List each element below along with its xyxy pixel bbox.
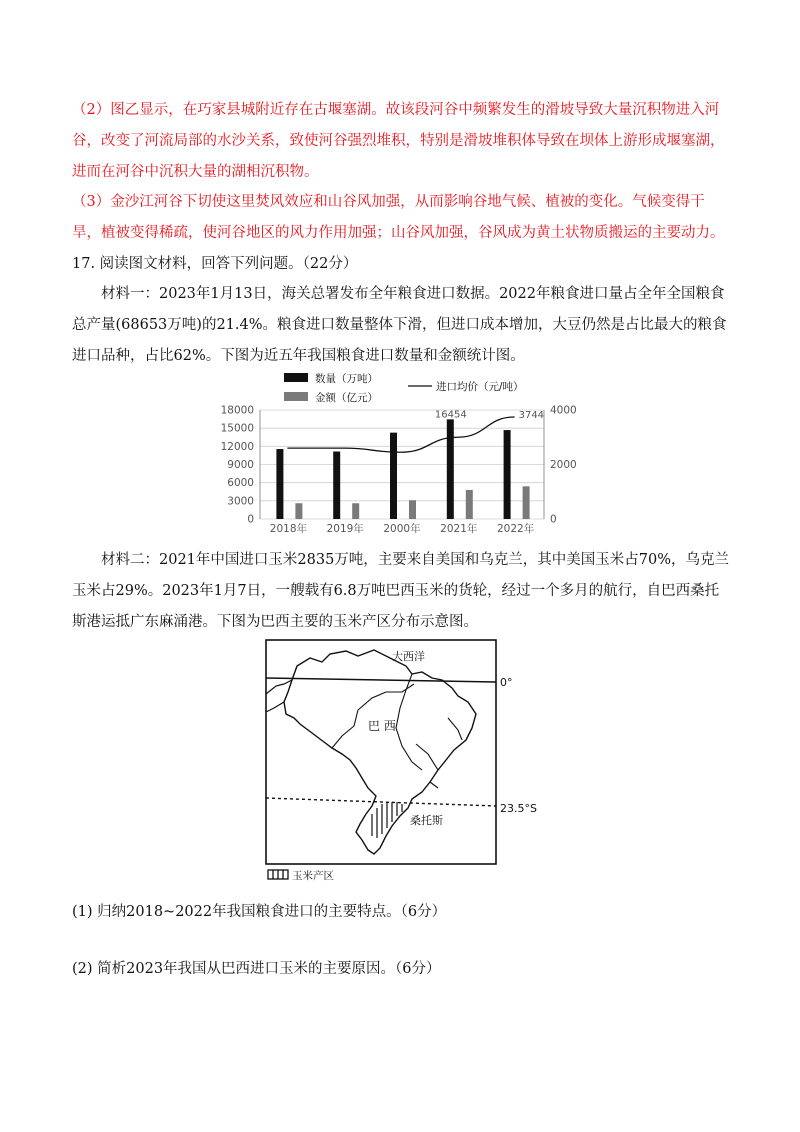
legend-amount-swatch (284, 392, 308, 401)
tropic-label: 23.5°S (500, 802, 537, 815)
bar-quantity (333, 452, 340, 519)
x-axis-tick: 2021年 (440, 523, 478, 535)
country-label: 巴 西 (368, 719, 396, 733)
bar-amount (466, 490, 473, 519)
bar-amount (523, 486, 530, 519)
right-axis-tick: 0 (550, 513, 557, 526)
sub-question-2: (2) 简析2023年我国从巴西进口玉米的主要原因。（6分） (72, 961, 441, 977)
x-axis-tick: 2000年 (383, 523, 421, 535)
right-axis-tick: 4000 (550, 404, 577, 417)
x-axis-tick: 2022年 (496, 523, 535, 535)
material-one-text: 材料一：2023年1月13日，海关总署发布全年粮食进口数据。2022年粮食进口量占全年全国粮食总产量(68653万吨)的21.4%。粮食进口数量整体下滑，但进口成本增加，大豆仍然是占比最大的粮食进口品种，占比62%。下图为近五年我国粮食进口数量和金额统计图。 (72, 286, 727, 364)
answer-part2: （2）图乙显示，在巧家县城附近存在古堰塞湖。故该段河谷中频繁发生的滑坡导致大量沉积物进入河谷，改变了河流局部的水沙关系，致使河谷强烈堆积，特别是滑坡堆积体导致在坝体上游形成堰塞湖，进而在河谷中沉积大量的湖相沉积物。 (72, 102, 725, 180)
map-legend-swatch (268, 870, 288, 879)
left-axis-tick: 6000 (227, 477, 254, 490)
bar-quantity (447, 419, 454, 519)
left-axis-tick: 12000 (220, 440, 254, 453)
bar-amount (409, 500, 416, 519)
right-axis-tick: 2000 (550, 459, 577, 471)
left-axis-tick: 18000 (220, 404, 254, 417)
grain-import-chart (214, 370, 594, 542)
ocean-label: 大西洋 (392, 650, 425, 663)
left-axis-tick: 3000 (227, 495, 254, 508)
material-two-text: 材料二：2021年中国进口玉米2835万吨，主要来自美国和乌克兰，其中美国玉米占70%，乌克兰玉米占29%。2023年1月7日，一艘载有6.8万吨巴西玉米的货轮，经过一个多月的航行，自巴西桑托斯港运抵广东麻涌港。下图为巴西主要的玉米产区分布示意图。 (72, 552, 730, 630)
equator-label: 0° (500, 676, 513, 689)
legend-price-label: 进口均价（元/吨） (436, 381, 524, 393)
left-axis-tick: 9000 (227, 459, 254, 471)
bar-quantity (390, 433, 397, 519)
bar-amount (295, 503, 302, 519)
port-label: 桑托斯 (410, 814, 443, 827)
question-title: 17. 阅读图文材料，回答下列问题。（22分） (72, 256, 358, 272)
legend-quantity-swatch (284, 373, 308, 382)
bar-amount (352, 503, 359, 519)
x-axis-tick: 2018年 (269, 523, 308, 535)
map-legend-label: 玉米产区 (292, 870, 334, 882)
brazil-corn-map (262, 636, 542, 886)
answer-part3: （3）金沙江河谷下切使这里焚风效应和山谷风加强，从而影响谷地气候、植被的变化。气候变得干旱，植被变得稀疏，使河谷地区的风力作用加强；山谷风加强，谷风成为黄土状物质搬运的主要动力。 (72, 194, 725, 241)
left-axis-tick: 0 (247, 513, 254, 526)
peak-quantity-label: 16454 (434, 409, 467, 421)
legend-quantity-label: 数量（万吨） (315, 373, 378, 385)
left-axis-tick: 15000 (220, 422, 254, 435)
bar-quantity (276, 449, 283, 519)
legend-amount-label: 金额（亿元） (315, 392, 378, 404)
last-price-label: 3744 (518, 409, 545, 421)
bar-quantity (504, 430, 511, 519)
x-axis-tick: 2019年 (326, 523, 364, 535)
price-line (287, 417, 514, 452)
sub-question-1: (1) 归纳2018~2022年我国粮食进口的主要特点。（6分） (72, 904, 447, 920)
